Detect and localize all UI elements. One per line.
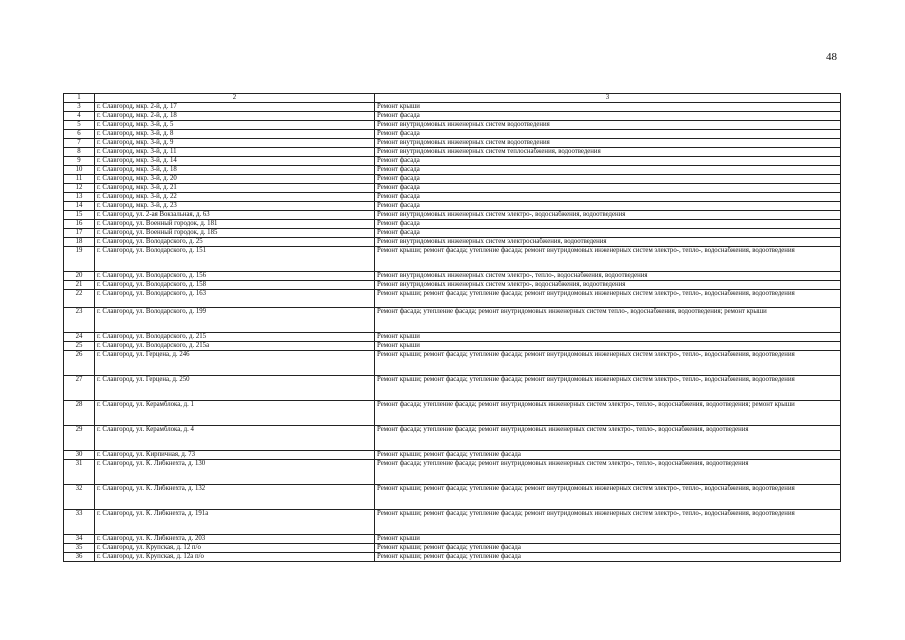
row-number-cell: 5 [64,121,95,130]
table-row [64,342,841,351]
row-address-cell: г. Славгород, мкр. 2-й, д. 18 [95,112,375,121]
row-address-cell: г. Славгород, ул. К. Либкнехта, д. 130 [95,460,375,485]
table-row [64,451,841,460]
row-number-cell: 32 [64,485,95,510]
table-row [64,148,841,157]
row-work-cell: Ремонт крыши; ремонт фасада; утепление фасада; ремонт внутридомовых инженерных систем электро-, тепло-, водоснабжения, водоотведения [375,247,841,272]
row-number-cell: 6 [64,130,95,139]
table-row [64,535,841,544]
table-row [64,272,841,281]
row-work-cell: Ремонт внутридомовых инженерных систем электро-, тепло-, водоснабжения, водоотведения [375,272,841,281]
row-address-cell: г. Славгород, мкр. 3-й, д. 14 [95,157,375,166]
row-work-cell: Ремонт фасада [375,220,841,229]
table-row [64,139,841,148]
row-number-cell: 35 [64,544,95,553]
row-address-cell: г. Славгород, ул. Володарского, д. 163 [95,290,375,308]
row-work-cell: Ремонт фасада [375,166,841,175]
row-number-cell: 30 [64,451,95,460]
row-number-cell: 36 [64,553,95,562]
row-number-cell: 12 [64,184,95,193]
header-cell-number: 1 [64,94,95,103]
row-address-cell: г. Славгород, мкр. 3-й, д. 23 [95,202,375,211]
row-address-cell: г. Славгород, ул. Военный городок, д. 185 [95,229,375,238]
row-number-cell: 29 [64,426,95,451]
row-work-cell: Ремонт фасада [375,184,841,193]
row-address-cell: г. Славгород, ул. К. Либкнехта, д. 191а [95,510,375,535]
row-work-cell: Ремонт крыши; ремонт фасада; утепление фасада [375,451,841,460]
row-work-cell: Ремонт фасада [375,157,841,166]
table-row [64,544,841,553]
row-work-cell: Ремонт крыши [375,535,841,544]
row-number-cell: 3 [64,103,95,112]
table-row [64,308,841,333]
row-address-cell: г. Славгород, ул. Кирпичная, д. 73 [95,451,375,460]
row-work-cell: Ремонт фасада [375,130,841,139]
row-work-cell: Ремонт фасада; утепление фасада; ремонт внутридомовых инженерных систем электро-, тепло-, водоснабжения, водоотведения [375,460,841,485]
table-row [64,112,841,121]
row-number-cell: 20 [64,272,95,281]
page-number: 48 [826,51,837,63]
row-number-cell: 26 [64,351,95,376]
row-work-cell: Ремонт фасада; утепление фасада; ремонт внутридомовых инженерных систем электро-, тепло-, водоснабжения, водоотведения; ремонт крыши [375,401,841,426]
row-number-cell: 13 [64,193,95,202]
table-row [64,211,841,220]
table-row [64,553,841,562]
row-work-cell: Ремонт внутридомовых инженерных систем водоотведения [375,139,841,148]
works-table [63,93,841,562]
row-number-cell: 23 [64,308,95,333]
row-work-cell: Ремонт крыши; ремонт фасада; утепление фасада; ремонт внутридомовых инженерных систем электро-, тепло-, водоснабжения, водоотведения [375,351,841,376]
row-work-cell: Ремонт крыши [375,342,841,351]
row-work-cell: Ремонт крыши; ремонт фасада; утепление фасада [375,544,841,553]
row-number-cell: 31 [64,460,95,485]
row-address-cell: г. Славгород, ул. Володарского, д. 156 [95,272,375,281]
row-number-cell: 33 [64,510,95,535]
table-row [64,103,841,112]
table-row [64,238,841,247]
header-cell-work: 3 [375,94,841,103]
table-header-row [64,94,841,103]
table-row [64,460,841,485]
table-row [64,166,841,175]
row-number-cell: 16 [64,220,95,229]
table-row [64,247,841,272]
row-number-cell: 4 [64,112,95,121]
row-address-cell: г. Славгород, ул. Герцена, д. 246 [95,351,375,376]
row-address-cell: г. Славгород, мкр. 3-й, д. 20 [95,175,375,184]
table-row [64,220,841,229]
row-work-cell: Ремонт фасада [375,202,841,211]
row-number-cell: 9 [64,157,95,166]
table-row [64,290,841,308]
row-address-cell: г. Славгород, ул. Керамблока, д. 4 [95,426,375,451]
row-number-cell: 15 [64,211,95,220]
table-row [64,510,841,535]
table-row [64,184,841,193]
row-address-cell: г. Славгород, ул. Володарского, д. 215 [95,333,375,342]
row-address-cell: г. Славгород, ул. Крупская, д. 12а п/о [95,553,375,562]
table-row [64,333,841,342]
row-work-cell: Ремонт внутридомовых инженерных систем электро-, водоснабжения, водоотведения [375,281,841,290]
table-row [64,157,841,166]
row-work-cell: Ремонт фасада [375,175,841,184]
row-address-cell: г. Славгород, ул. 2-ая Вокзальная, д. 63 [95,211,375,220]
row-address-cell: г. Славгород, мкр. 2-й, д. 17 [95,103,375,112]
row-address-cell: г. Славгород, ул. Военный городок, д. 181 [95,220,375,229]
table-row [64,376,841,401]
row-work-cell: Ремонт внутридомовых инженерных систем теплоснабжения, водоотведения [375,148,841,157]
row-number-cell: 24 [64,333,95,342]
table-row [64,121,841,130]
header-cell-address: 2 [95,94,375,103]
table-row [64,202,841,211]
row-work-cell: Ремонт крыши [375,103,841,112]
row-work-cell: Ремонт крыши; ремонт фасада; утепление фасада; ремонт внутридомовых инженерных систем электро-, тепло-, водоснабжения, водоотведения [375,510,841,535]
row-work-cell: Ремонт фасада; утепление фасада; ремонт внутридомовых инженерных систем тепло-, водоснабжения, водоотведения; ремонт крыши [375,308,841,333]
row-address-cell: г. Славгород, ул. Крупская, д. 12 п/о [95,544,375,553]
table-row [64,281,841,290]
row-work-cell: Ремонт крыши; ремонт фасада; утепление фасада; ремонт внутридомовых инженерных систем электро-, тепло-, водоснабжения, водоотведения [375,485,841,510]
row-work-cell: Ремонт внутридомовых инженерных систем водоотведения [375,121,841,130]
table-row [64,426,841,451]
row-address-cell: г. Славгород, мкр. 3-й, д. 22 [95,193,375,202]
row-work-cell: Ремонт крыши; ремонт фасада; утепление фасада [375,553,841,562]
row-number-cell: 17 [64,229,95,238]
row-number-cell: 34 [64,535,95,544]
row-work-cell: Ремонт фасада [375,112,841,121]
row-number-cell: 10 [64,166,95,175]
row-address-cell: г. Славгород, ул. Володарского, д. 215а [95,342,375,351]
row-number-cell: 11 [64,175,95,184]
row-work-cell: Ремонт фасада [375,229,841,238]
row-address-cell: г. Славгород, ул. Володарского, д. 25 [95,238,375,247]
row-number-cell: 21 [64,281,95,290]
row-address-cell: г. Славгород, ул. Володарского, д. 151 [95,247,375,272]
row-work-cell: Ремонт фасада; утепление фасада; ремонт внутридомовых инженерных систем электро-, тепло-, водоснабжения, водоотведения [375,426,841,451]
row-address-cell: г. Славгород, мкр. 3-й, д. 5 [95,121,375,130]
row-number-cell: 14 [64,202,95,211]
row-work-cell: Ремонт внутридомовых инженерных систем электро-, водоснабжения, водоотведения [375,211,841,220]
row-address-cell: г. Славгород, мкр. 3-й, д. 18 [95,166,375,175]
row-address-cell: г. Славгород, мкр. 3-й, д. 21 [95,184,375,193]
row-number-cell: 22 [64,290,95,308]
row-address-cell: г. Славгород, мкр. 3-й, д. 8 [95,130,375,139]
table-row [64,351,841,376]
row-number-cell: 25 [64,342,95,351]
row-address-cell: г. Славгород, ул. К. Либкнехта, д. 132 [95,485,375,510]
row-work-cell: Ремонт фасада [375,193,841,202]
table-row [64,193,841,202]
table-row [64,130,841,139]
row-number-cell: 19 [64,247,95,272]
row-address-cell: г. Славгород, ул. Герцена, д. 250 [95,376,375,401]
row-address-cell: г. Славгород, ул. Володарского, д. 199 [95,308,375,333]
table-row [64,485,841,510]
row-address-cell: г. Славгород, мкр. 3-й, д. 11 [95,148,375,157]
row-number-cell: 27 [64,376,95,401]
row-address-cell: г. Славгород, ул. Керамблока, д. 1 [95,401,375,426]
row-number-cell: 28 [64,401,95,426]
row-work-cell: Ремонт крыши; ремонт фасада; утепление фасада; ремонт внутридомовых инженерных систем электро-, тепло-, водоснабжения, водоотведения [375,290,841,308]
table-row [64,175,841,184]
row-number-cell: 7 [64,139,95,148]
table-row [64,229,841,238]
row-work-cell: Ремонт внутридомовых инженерных систем электроснабжения, водоотведения [375,238,841,247]
row-address-cell: г. Славгород, ул. К. Либкнехта, д. 203 [95,535,375,544]
row-work-cell: Ремонт крыши; ремонт фасада; утепление фасада; ремонт внутридомовых инженерных систем электро-, тепло-, водоснабжения, водоотведения [375,376,841,401]
row-work-cell: Ремонт крыши [375,333,841,342]
row-number-cell: 18 [64,238,95,247]
row-address-cell: г. Славгород, ул. Володарского, д. 158 [95,281,375,290]
table-row [64,401,841,426]
row-number-cell: 8 [64,148,95,157]
row-address-cell: г. Славгород, мкр. 3-й, д. 9 [95,139,375,148]
